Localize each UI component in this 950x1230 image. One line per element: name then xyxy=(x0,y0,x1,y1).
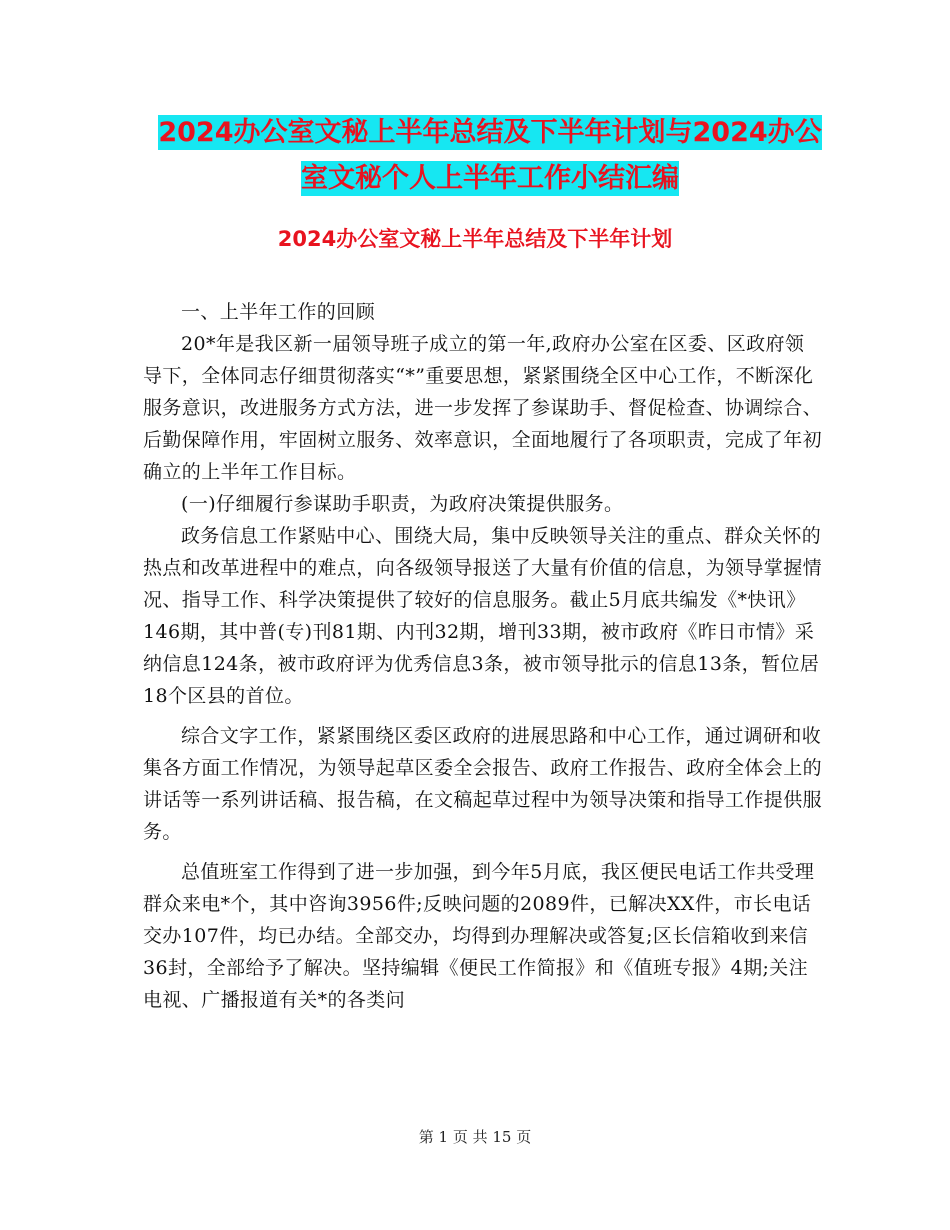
paragraph: 总值班室工作得到了进一步加强，到今年5月底，我区便民电话工作共受理群众来电*个，其中咨询3956件;反映问题的2089件，已解决XX件，市长电话交办107件，均已办结。全部交办，均得到办理解决或答复;区长信箱收到来信36封，全部给予了解决。坚持编辑《便民工作简报》和《值班专报》4期;关注电视、广播报道有关*的各类问 xyxy=(143,861,815,1011)
section-heading: 一、上半年工作的回顾 xyxy=(181,301,376,323)
subsection-heading: (一)仔细履行参谋助手职责，为政府决策提供服务。 xyxy=(181,493,624,515)
section-subtitle: 2024办公室文秘上半年总结及下半年计划 xyxy=(277,227,673,251)
page-number: 第 1 页 共 15 页 xyxy=(418,1128,532,1146)
document-title xyxy=(150,110,830,202)
title-line-2: 室文秘个人上半年工作小结汇编 xyxy=(301,163,679,194)
title-line-1: 2024办公室文秘上半年总结及下半年计划与2024办公 xyxy=(158,117,822,148)
paragraph: 政务信息工作紧贴中心、围绕大局，集中反映领导关注的重点、群众关怀的热点和改革进程中的难点，向各级领导报送了大量有价值的信息，为领导掌握情况、指导工作、科学决策提供了较好的信息服务。截止5月底共编发《*快讯》146期，其中普(专)刊81期、内刊32期，增刊33期，被市政府《昨日市情》采纳信息124条，被市政府评为优秀信息3条，被市领导批示的信息13条，暂位居18个区县的首位。 xyxy=(143,525,823,707)
paragraph: 20*年是我区新一届领导班子成立的第一年,政府办公室在区委、区政府领导下，全体同志仔细贯彻落实“*”重要思想，紧紧围绕全区中心工作，不断深化服务意识，改进服务方式方法，进一步发挥了参谋助手、督促检查、协调综合、后勤保障作用，牢固树立服务、效率意识，全面地履行了各项职责，完成了年初确立的上半年工作目标。 xyxy=(143,333,823,483)
document-body xyxy=(143,296,823,1016)
paragraph: 综合文字工作，紧紧围绕区委区政府的进展思路和中心工作，通过调研和收集各方面工作情况，为领导起草区委全会报告、政府工作报告、政府全体会上的讲话等一系列讲话稿、报告稿，在文稿起草过程中为领导决策和指导工作提供服务。 xyxy=(143,725,823,843)
